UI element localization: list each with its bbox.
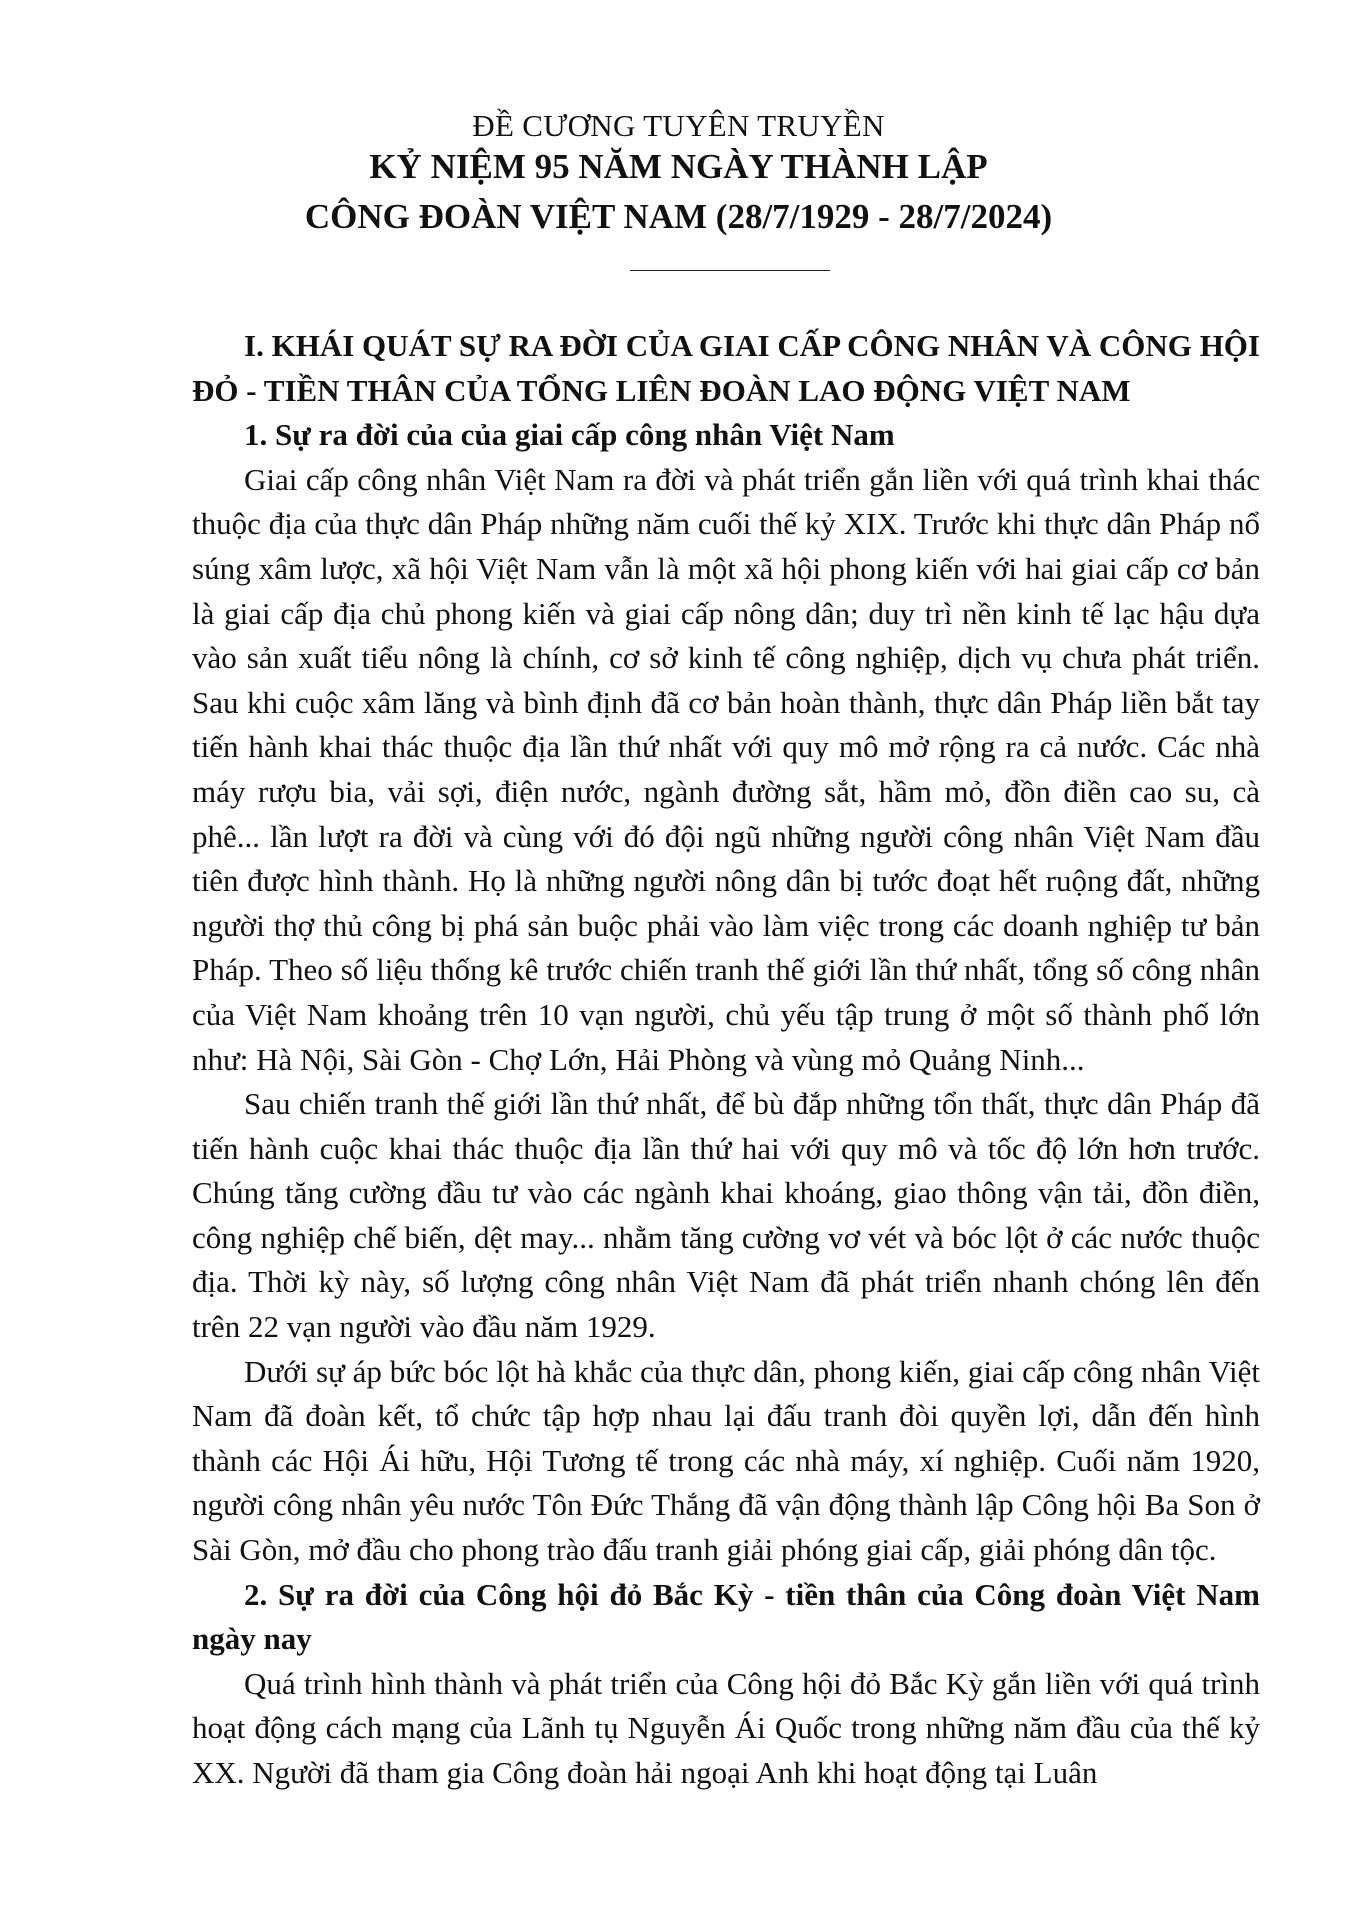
body-paragraph: Sau chiến tranh thế giới lần thứ nhất, để bù đắp những tổn thất, thực dân Pháp đã tiến hành cuộc khai thác thuộc địa lần thứ hai với quy mô và tốc độ lớn hơn trước. Chúng tăng cường đầu tư vào các ngành khai khoáng, giao thông vận tải, đồn điền, công nghiệp chế biến, dệt may... nhằm tăng cường vơ vét và bóc lột ở các nước thuộc địa. Thời kỳ này, số lượng công nhân Việt Nam đã phát triển nhanh chóng lên đến trên 22 vạn người vào đầu năm 1929. [192, 1086, 1260, 1345]
document-subtitle: ĐỀ CƯƠNG TUYÊN TRUYỀN [472, 108, 885, 143]
body-paragraph: Dưới sự áp bức bóc lột hà khắc của thực dân, phong kiến, giai cấp công nhân Việt Nam đã đoàn kết, tổ chức tập hợp nhau lại đấu tranh đòi quyền lợi, dẫn đến hình thành các Hội Ái hữu, Hội Tương tế trong các nhà máy, xí nghiệp. Cuối năm 1920, người công nhân yêu nước Tôn Đức Thắng đã vận động thành lập Công hội Ba Son ở Sài Gòn, mở đầu cho phong trào đấu tranh giải phóng giai cấp, giải phóng dân tộc. [192, 1353, 1260, 1568]
title-divider [630, 270, 830, 271]
document-body [192, 324, 1260, 1796]
section-heading: I. KHÁI QUÁT SỰ RA ĐỜI CỦA GIAI CẤP CÔNG NHÂN VÀ CÔNG HỘI ĐỎ - TIỀN THÂN CỦA TỔNG LIÊN ĐOÀN LAO ĐỘNG VIỆT NAM [192, 328, 1260, 408]
body-paragraph: Quá trình hình thành và phát triển của Công hội đỏ Bắc Kỳ gắn liền với quá trình hoạt động cách mạng của Lãnh tụ Nguyễn Ái Quốc trong những năm đầu của thế kỷ XX. Người đã tham gia Công đoàn hải ngoại Anh khi hoạt động tại Luân [192, 1665, 1260, 1790]
subsection-heading: 2. Sự ra đời của Công hội đỏ Bắc Kỳ - tiền thân của Công đoàn Việt Nam ngày nay [192, 1576, 1260, 1657]
subsection-heading: 1. Sự ra đời của của giai cấp công nhân Việt Nam [244, 417, 895, 453]
document-title-line-1: KỶ NIỆM 95 NĂM NGÀY THÀNH LẬP [369, 147, 988, 186]
body-paragraph: Giai cấp công nhân Việt Nam ra đời và phát triển gắn liền với quá trình khai thác thuộc địa của thực dân Pháp những năm cuối thế kỷ XIX. Trước khi thực dân Pháp nổ súng xâm lược, xã hội Việt Nam vẫn là một xã hội phong kiến với hai giai cấp cơ bản là giai cấp địa chủ phong kiến và giai cấp nông dân; duy trì nền kinh tế lạc hậu dựa vào sản xuất tiểu nông là chính, cơ sở kinh tế công nghiệp, dịch vụ chưa phát triển. Sau khi cuộc xâm lăng và bình định đã cơ bản hoàn thành, thực dân Pháp liền bắt tay tiến hành khai thác thuộc địa lần thứ nhất với quy mô mở rộng ra cả nước. Các nhà máy rượu bia, vải sợi, điện nước, ngành đường sắt, hầm mỏ, đồn điền cao su, cà phê... lần lượt ra đời và cùng với đó đội ngũ những người công nhân Việt Nam đầu tiên được hình thành. Họ là những người nông dân bị tước đoạt hết ruộng đất, những người thợ thủ công bị phá sản buộc phải vào làm việc trong các doanh nghiệp tư bản Pháp. Theo số liệu thống kê trước chiến tranh thế giới lần thứ nhất, tổng số công nhân của Việt Nam khoảng trên 10 vạn người, chủ yếu tập trung ở một số thành phố lớn như: Hà Nội, Sài Gòn - Chợ Lớn, Hải Phòng và vùng mỏ Quảng Ninh... [192, 461, 1260, 1077]
document-title-line-2: CÔNG ĐOÀN VIỆT NAM (28/7/1929 - 28/7/2024) [304, 197, 1053, 236]
